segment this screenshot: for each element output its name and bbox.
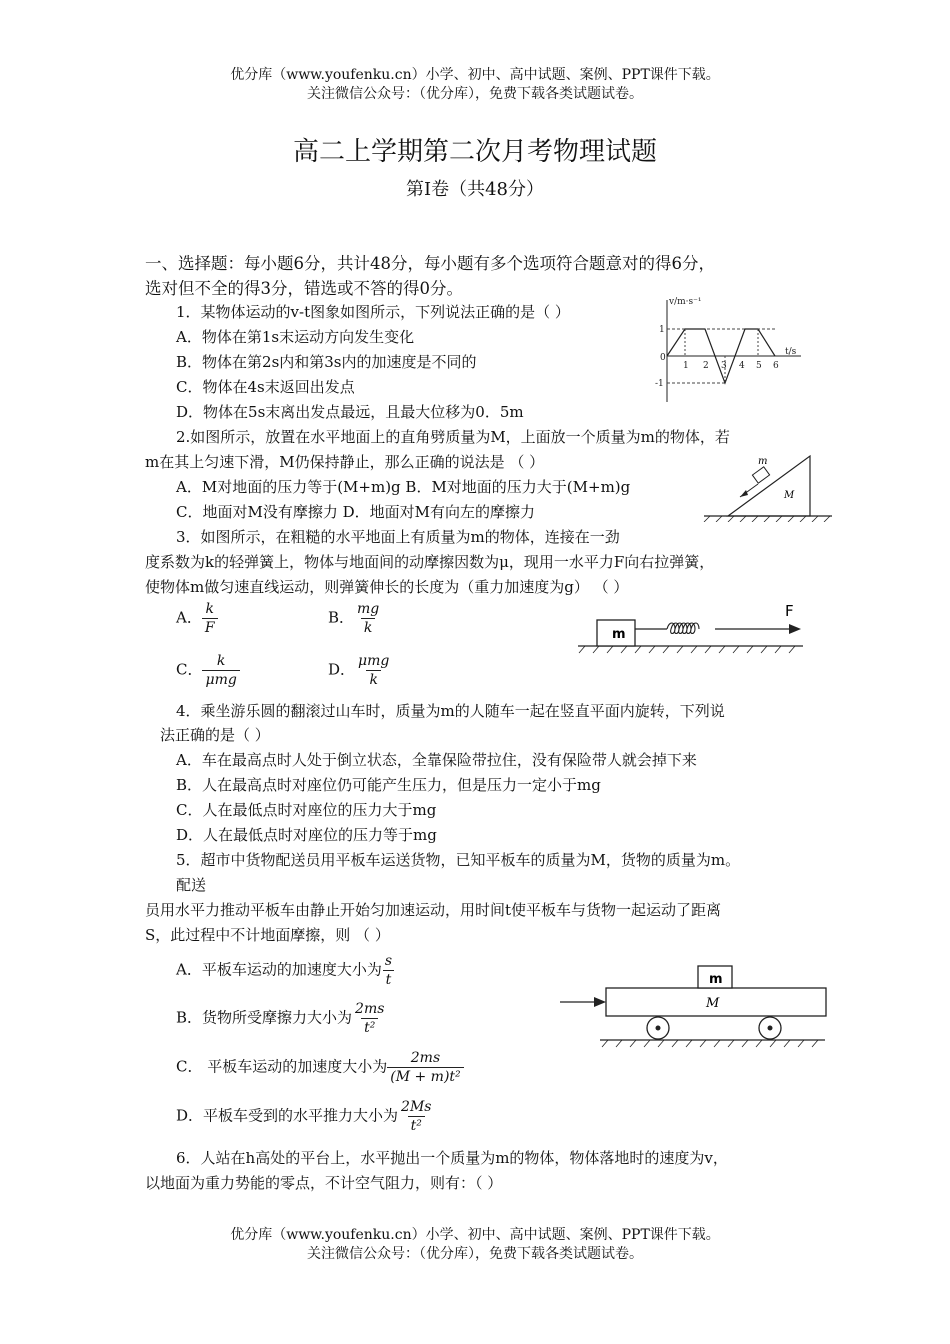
footer-line-1: 优分库（www.youfenku.cn）小学、初中、高中试题、案例、PPT课件下载。	[230, 1227, 720, 1243]
footer-line-2: 关注微信公众号：（优分库），免费下载各类试题试卷。	[307, 1246, 643, 1262]
q1-graph-tick: 2	[703, 361, 709, 371]
q5-option-b: B．货物所受摩擦力大小为 $\frac{2ms}{\text{t²}}$	[176, 1001, 385, 1036]
q5-stem-line-3: S，此过程中不计地面摩擦，则 （ ）	[145, 926, 390, 944]
q2-stem-line-2: m在其上匀速下滑，M仍保持静止，那么正确的说法是 （ ）	[145, 453, 545, 471]
q3-spring-figure	[575, 600, 805, 658]
q1-graph-ylabel: v/m·s⁻¹	[669, 297, 702, 307]
q3-option-a: A． $\frac{k}{F}$	[176, 600, 218, 637]
q5-option-c: C． 平板车运动的加速度大小为 $\frac{2ms}{\text{(M + m)t²}}$	[176, 1049, 464, 1086]
q5-cart-figure	[560, 962, 830, 1052]
q1-graph-yneg: -1	[655, 379, 664, 389]
q5-option-d: D．平板车受到的水平推力大小为 $\frac{2Ms}{\text{t²}}$	[176, 1099, 432, 1134]
q2-options-ab: A．M对地面的压力等于(M+m)g B．M对地面的压力大于(M+m)g	[176, 478, 631, 496]
q3-stem-line-1: 3．如图所示，在粗糙的水平地面上有质量为m的物体，连接在一劲	[176, 528, 620, 546]
q3-option-d: D． $\frac{\text{μmg}}{k}$	[328, 653, 390, 688]
q1-graph-tick: 4	[739, 361, 745, 371]
q1-graph-tick: 6	[773, 361, 779, 371]
q1-graph-y1: 1	[659, 325, 665, 335]
q3-option-b: B． $\frac{mg}{k}$	[328, 601, 380, 636]
q2-options-cd: C．地面对M没有摩擦力 D．地面对M有向左的摩擦力	[176, 503, 535, 521]
q5-fig-M: M	[706, 996, 720, 1011]
q4-option-c: C．人在最低点时对座位的压力大于mg	[176, 801, 437, 819]
q2-fig-m: m	[758, 456, 768, 467]
section-heading-line-1: 一、选择题：每小题6分，共计48分，每小题有多个选项符合题意对的得6分，	[145, 254, 715, 273]
q4-option-d: D．人在最低点时对座位的压力等于mg	[176, 826, 437, 844]
q2-stem-line-1: 2.如图所示，放置在水平地面上的直角劈质量为M，上面放一个质量为m的物体，若	[176, 428, 730, 446]
q5-fig-m: m	[709, 972, 723, 987]
q1-graph-xlabel: t/s	[785, 347, 797, 357]
q1-option-a: A．物体在第1s末运动方向发生变化	[176, 328, 415, 346]
q4-option-b: B．人在最高点时对座位仍可能产生压力，但是压力一定小于mg	[176, 776, 601, 794]
q1-graph-tick: 5	[756, 361, 762, 371]
q3-fig-F: F	[785, 602, 794, 620]
q1-stem: 1．某物体运动的v-t图象如图所示，下列说法正确的是（ ）	[176, 303, 570, 321]
header-line-2: 关注微信公众号：（优分库），免费下载各类试题试卷。	[307, 86, 643, 102]
q2-fig-M: M	[784, 490, 795, 501]
q1-vt-graph	[655, 294, 805, 406]
q1-graph-tick: 3	[721, 361, 727, 371]
q3-option-c: C． $\frac{k}{\text{μmg}}$	[176, 652, 240, 689]
q1-option-b: B．物体在第2s内和第3s内的加速度是不同的	[176, 353, 477, 371]
q1-option-d: D．物体在5s末离出发点最远，且最大位移为0．5m	[176, 403, 524, 421]
q4-stem-line-2: 法正确的是（ ）	[160, 726, 270, 744]
q5-stem-line-1b: 配送	[176, 876, 207, 894]
q1-graph-origin: 0	[660, 353, 666, 363]
q6-stem-line-1: 6．人站在h高处的平台上，水平抛出一个质量为m的物体，物体落地时的速度为v，	[176, 1149, 728, 1167]
q4-stem-line-1: 4．乘坐游乐圆的翻滚过山车时，质量为m的人随车一起在竖直平面内旋转，下列说	[176, 702, 725, 720]
header-line-1: 优分库（www.youfenku.cn）小学、初中、高中试题、案例、PPT课件下载。	[230, 67, 720, 83]
q1-graph-tick: 1	[683, 361, 689, 371]
page-subtitle: 第I卷（共48分）	[405, 179, 544, 200]
q1-option-c: C．物体在4s末返回出发点	[176, 378, 355, 396]
q3-stem-line-3: 使物体m做匀速直线运动，则弹簧伸长的长度为（重力加速度为g） （ ）	[145, 578, 629, 596]
q4-option-a: A．车在最高点时人处于倒立状态，全靠保险带拉住，没有保险带人就会掉下来	[176, 751, 697, 769]
page-title: 高二上学期第二次月考物理试题	[292, 137, 657, 167]
q5-option-a: A．平板车运动的加速度大小为 $\frac{s}{t}$	[176, 952, 395, 989]
q3-fig-m: m	[612, 627, 626, 642]
q5-stem-line-2: 员用水平力推动平板车由静止开始匀加速运动，用时间t使平板车与货物一起运动了距离	[145, 901, 722, 919]
q2-wedge-figure	[700, 448, 835, 522]
q3-stem-line-2: 度系数为k的轻弹簧上，物体与地面间的动摩擦因数为μ，现用一水平力F向右拉弹簧，	[145, 553, 715, 571]
section-heading-line-2: 选对但不全的得3分，错选或不答的得0分。	[145, 279, 463, 298]
q5-stem-line-1: 5．超市中货物配送员用平板车运送货物，已知平板车的质量为M，货物的质量为m。	[176, 851, 741, 869]
q6-stem-line-2: 以地面为重力势能的零点，不计空气阻力，则有：（ ）	[145, 1174, 503, 1192]
